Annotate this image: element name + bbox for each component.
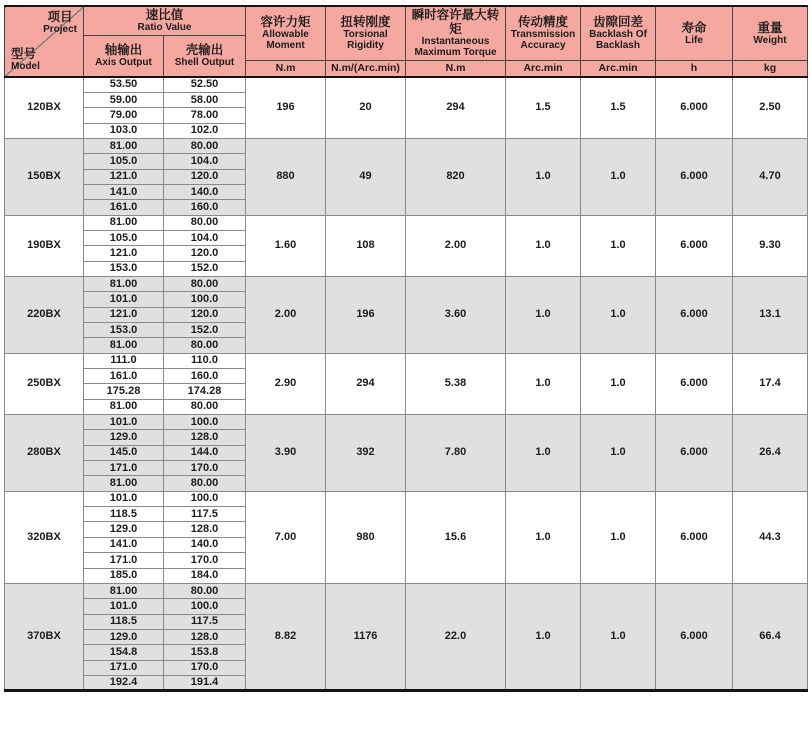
- header-ratio-value: [84, 6, 246, 35]
- axis-output-cell: 118.5: [84, 614, 164, 629]
- torque-cell: 2.00: [406, 215, 506, 276]
- axis-output-cell: 81.00: [84, 338, 164, 353]
- shell-output-cell: 191.4: [164, 675, 246, 690]
- axis-output-cell: 154.8: [84, 645, 164, 660]
- shell-output-cell: 100.0: [164, 491, 246, 506]
- header-zh-label: 壳输出: [185, 43, 224, 58]
- torque-cell: 22.0: [406, 583, 506, 690]
- header-zh-label: 瞬时容许最大转矩: [411, 8, 500, 37]
- header-zh-label: 轴输出: [104, 43, 143, 58]
- life-cell: 6.000: [656, 415, 733, 492]
- axis-output-cell: 101.0: [84, 599, 164, 614]
- shell-output-cell: 80.00: [164, 583, 246, 598]
- weight-cell: 26.4: [733, 415, 808, 492]
- axis-output-cell: 53.50: [84, 77, 164, 92]
- axis-output-cell: 101.0: [84, 292, 164, 307]
- rigidity-cell: 108: [326, 215, 406, 276]
- header-zh-label: 速比值: [145, 8, 184, 23]
- axis-output-cell: 171.0: [84, 553, 164, 568]
- axis-output-cell: 81.00: [84, 583, 164, 598]
- model-cell: 280BX: [5, 415, 84, 492]
- table-header: [5, 6, 808, 77]
- accuracy-cell: 1.0: [506, 276, 581, 353]
- weight-cell: 4.70: [733, 138, 808, 215]
- shell-output-cell: 120.0: [164, 246, 246, 261]
- accuracy-cell: 1.0: [506, 138, 581, 215]
- axis-output-cell: 121.0: [84, 307, 164, 322]
- table-row: [5, 138, 808, 153]
- model-cell: 370BX: [5, 583, 84, 690]
- axis-output-cell: 141.0: [84, 184, 164, 199]
- torque-cell: 5.38: [406, 353, 506, 414]
- shell-output-cell: 152.0: [164, 261, 246, 276]
- axis-output-cell: 81.00: [84, 399, 164, 414]
- torque-cell: 294: [406, 77, 506, 138]
- weight-cell: 66.4: [733, 583, 808, 690]
- moment-cell: 2.00: [246, 276, 326, 353]
- corner-project-label: [43, 10, 77, 35]
- accuracy-cell: 1.0: [506, 491, 581, 583]
- moment-cell: 880: [246, 138, 326, 215]
- axis-output-cell: 111.0: [84, 353, 164, 368]
- rigidity-cell: 49: [326, 138, 406, 215]
- shell-output-cell: 80.00: [164, 476, 246, 491]
- shell-output-cell: 170.0: [164, 660, 246, 675]
- unit-life: h: [656, 60, 733, 77]
- table-row: [5, 77, 808, 92]
- axis-output-cell: 171.0: [84, 660, 164, 675]
- rigidity-cell: 392: [326, 415, 406, 492]
- shell-output-cell: 120.0: [164, 169, 246, 184]
- backlash-cell: 1.0: [581, 215, 656, 276]
- model-cell: 250BX: [5, 353, 84, 414]
- axis-output-cell: 81.00: [84, 138, 164, 153]
- model-cell: 120BX: [5, 77, 84, 138]
- table-row: [5, 276, 808, 291]
- corner-model-label: [11, 47, 40, 72]
- axis-output-cell: 192.4: [84, 675, 164, 690]
- model-cell: 150BX: [5, 138, 84, 215]
- rigidity-cell: 196: [326, 276, 406, 353]
- shell-output-cell: 153.8: [164, 645, 246, 660]
- shell-output-cell: 128.0: [164, 430, 246, 445]
- header-zh-label: 寿命: [681, 20, 707, 35]
- axis-output-cell: 121.0: [84, 246, 164, 261]
- axis-output-cell: 171.0: [84, 461, 164, 476]
- axis-output-cell: 101.0: [84, 491, 164, 506]
- life-cell: 6.000: [656, 215, 733, 276]
- shell-output-cell: 80.00: [164, 399, 246, 414]
- torque-cell: 7.80: [406, 415, 506, 492]
- moment-cell: 196: [246, 77, 326, 138]
- header-en-label: Life: [685, 34, 703, 46]
- accuracy-cell: 1.0: [506, 415, 581, 492]
- table-row: [5, 353, 808, 368]
- life-cell: 6.000: [656, 491, 733, 583]
- shell-output-cell: 140.0: [164, 537, 246, 552]
- header-allowable-moment: [246, 6, 326, 60]
- life-cell: 6.000: [656, 138, 733, 215]
- shell-output-cell: 174.28: [164, 384, 246, 399]
- rigidity-cell: 20: [326, 77, 406, 138]
- weight-cell: 13.1: [733, 276, 808, 353]
- shell-output-cell: 184.0: [164, 568, 246, 583]
- shell-output-cell: 110.0: [164, 353, 246, 368]
- model-zh: 型号: [11, 47, 37, 61]
- backlash-cell: 1.0: [581, 583, 656, 690]
- shell-output-cell: 80.00: [164, 215, 246, 230]
- weight-cell: 2.50: [733, 77, 808, 138]
- moment-cell: 8.82: [246, 583, 326, 690]
- shell-output-cell: 144.0: [164, 445, 246, 460]
- torque-cell: 15.6: [406, 491, 506, 583]
- shell-output-cell: 104.0: [164, 154, 246, 169]
- shell-output-cell: 102.0: [164, 123, 246, 138]
- shell-output-cell: 128.0: [164, 629, 246, 644]
- spec-table: [4, 5, 808, 692]
- backlash-cell: 1.0: [581, 353, 656, 414]
- unit-torque: N.m: [406, 60, 506, 77]
- header-zh-label: 重量: [757, 20, 783, 35]
- header-en-label: Instantaneous Maximum Torque: [414, 36, 497, 59]
- axis-output-cell: 129.0: [84, 629, 164, 644]
- axis-output-cell: 153.0: [84, 323, 164, 338]
- header-zh-label: 传动精度: [517, 15, 568, 30]
- header-en-label: Shell Output: [174, 57, 235, 69]
- weight-cell: 17.4: [733, 353, 808, 414]
- weight-cell: 9.30: [733, 215, 808, 276]
- shell-output-cell: 152.0: [164, 323, 246, 338]
- shell-output-cell: 100.0: [164, 292, 246, 307]
- table-row: [5, 415, 808, 430]
- unit-accuracy: Arc.min: [506, 60, 581, 77]
- backlash-cell: 1.0: [581, 138, 656, 215]
- axis-output-cell: 161.0: [84, 200, 164, 215]
- axis-output-cell: 81.00: [84, 476, 164, 491]
- header-en-label: Torsional Rigidity: [343, 29, 388, 52]
- axis-output-cell: 118.5: [84, 507, 164, 522]
- shell-output-cell: 104.0: [164, 230, 246, 245]
- shell-output-cell: 117.5: [164, 614, 246, 629]
- model-cell: 320BX: [5, 491, 84, 583]
- axis-output-cell: 153.0: [84, 261, 164, 276]
- rigidity-cell: 294: [326, 353, 406, 414]
- axis-output-cell: 103.0: [84, 123, 164, 138]
- header-transmission-accuracy: [506, 6, 581, 60]
- shell-output-cell: 80.00: [164, 138, 246, 153]
- weight-cell: 44.3: [733, 491, 808, 583]
- header-shell-output: [164, 35, 246, 77]
- header-en-label: Backlash Of Backlash: [589, 29, 647, 52]
- header-en-label: Ratio Value: [137, 22, 192, 34]
- moment-cell: 7.00: [246, 491, 326, 583]
- shell-output-cell: 100.0: [164, 415, 246, 430]
- moment-cell: 2.90: [246, 353, 326, 414]
- model-cell: 220BX: [5, 276, 84, 353]
- shell-output-cell: 170.0: [164, 461, 246, 476]
- shell-output-cell: 160.0: [164, 369, 246, 384]
- axis-output-cell: 121.0: [84, 169, 164, 184]
- corner-cell: [5, 6, 84, 77]
- project-en: Project: [43, 24, 77, 35]
- backlash-cell: 1.0: [581, 276, 656, 353]
- axis-output-cell: 145.0: [84, 445, 164, 460]
- axis-output-cell: 129.0: [84, 522, 164, 537]
- axis-output-cell: 81.00: [84, 215, 164, 230]
- axis-output-cell: 79.00: [84, 108, 164, 123]
- backlash-cell: 1.0: [581, 415, 656, 492]
- rigidity-cell: 980: [326, 491, 406, 583]
- axis-output-cell: 105.0: [84, 230, 164, 245]
- shell-output-cell: 117.5: [164, 507, 246, 522]
- shell-output-cell: 170.0: [164, 553, 246, 568]
- life-cell: 6.000: [656, 77, 733, 138]
- project-zh: 项目: [47, 10, 73, 24]
- shell-output-cell: 78.00: [164, 108, 246, 123]
- header-zh-label: 扭转刚度: [340, 15, 391, 30]
- header-life: [656, 6, 733, 60]
- axis-output-cell: 59.00: [84, 92, 164, 107]
- unit-backlash: Arc.min: [581, 60, 656, 77]
- accuracy-cell: 1.0: [506, 583, 581, 690]
- torque-cell: 3.60: [406, 276, 506, 353]
- life-cell: 6.000: [656, 353, 733, 414]
- unit-rigidity: N.m/(Arc.min): [326, 60, 406, 77]
- header-backlash: [581, 6, 656, 60]
- accuracy-cell: 1.0: [506, 353, 581, 414]
- shell-output-cell: 58.00: [164, 92, 246, 107]
- life-cell: 6.000: [656, 583, 733, 690]
- header-en-label: Allowable Moment: [262, 29, 309, 52]
- model-cell: 190BX: [5, 215, 84, 276]
- header-en-label: Axis Output: [95, 57, 152, 69]
- axis-output-cell: 101.0: [84, 415, 164, 430]
- header-torsional-rigidity: [326, 6, 406, 60]
- header-zh-label: 容许力矩: [260, 15, 311, 30]
- axis-output-cell: 141.0: [84, 537, 164, 552]
- header-zh-label: 齿隙回差: [592, 15, 643, 30]
- backlash-cell: 1.0: [581, 491, 656, 583]
- axis-output-cell: 105.0: [84, 154, 164, 169]
- spec-table-container: [4, 5, 807, 692]
- header-weight: [733, 6, 808, 60]
- model-en: Model: [11, 61, 40, 72]
- shell-output-cell: 160.0: [164, 200, 246, 215]
- header-max-torque: [406, 6, 506, 60]
- header-en-label: Weight: [753, 34, 787, 46]
- spec-table-body: [5, 77, 808, 691]
- axis-output-cell: 81.00: [84, 276, 164, 291]
- axis-output-cell: 129.0: [84, 430, 164, 445]
- shell-output-cell: 52.50: [164, 77, 246, 92]
- torque-cell: 820: [406, 138, 506, 215]
- accuracy-cell: 1.5: [506, 77, 581, 138]
- backlash-cell: 1.5: [581, 77, 656, 138]
- shell-output-cell: 128.0: [164, 522, 246, 537]
- axis-output-cell: 161.0: [84, 369, 164, 384]
- rigidity-cell: 1176: [326, 583, 406, 690]
- shell-output-cell: 120.0: [164, 307, 246, 322]
- table-row: [5, 491, 808, 506]
- axis-output-cell: 175.28: [84, 384, 164, 399]
- life-cell: 6.000: [656, 276, 733, 353]
- moment-cell: 3.90: [246, 415, 326, 492]
- axis-output-cell: 185.0: [84, 568, 164, 583]
- shell-output-cell: 100.0: [164, 599, 246, 614]
- header-en-label: Transmission Accuracy: [510, 29, 576, 52]
- header-axis-output: [84, 35, 164, 77]
- table-row: [5, 215, 808, 230]
- shell-output-cell: 80.00: [164, 338, 246, 353]
- table-row: [5, 583, 808, 598]
- shell-output-cell: 80.00: [164, 276, 246, 291]
- unit-weight: kg: [733, 60, 808, 77]
- unit-moment: N.m: [246, 60, 326, 77]
- accuracy-cell: 1.0: [506, 215, 581, 276]
- moment-cell: 1.60: [246, 215, 326, 276]
- shell-output-cell: 140.0: [164, 184, 246, 199]
